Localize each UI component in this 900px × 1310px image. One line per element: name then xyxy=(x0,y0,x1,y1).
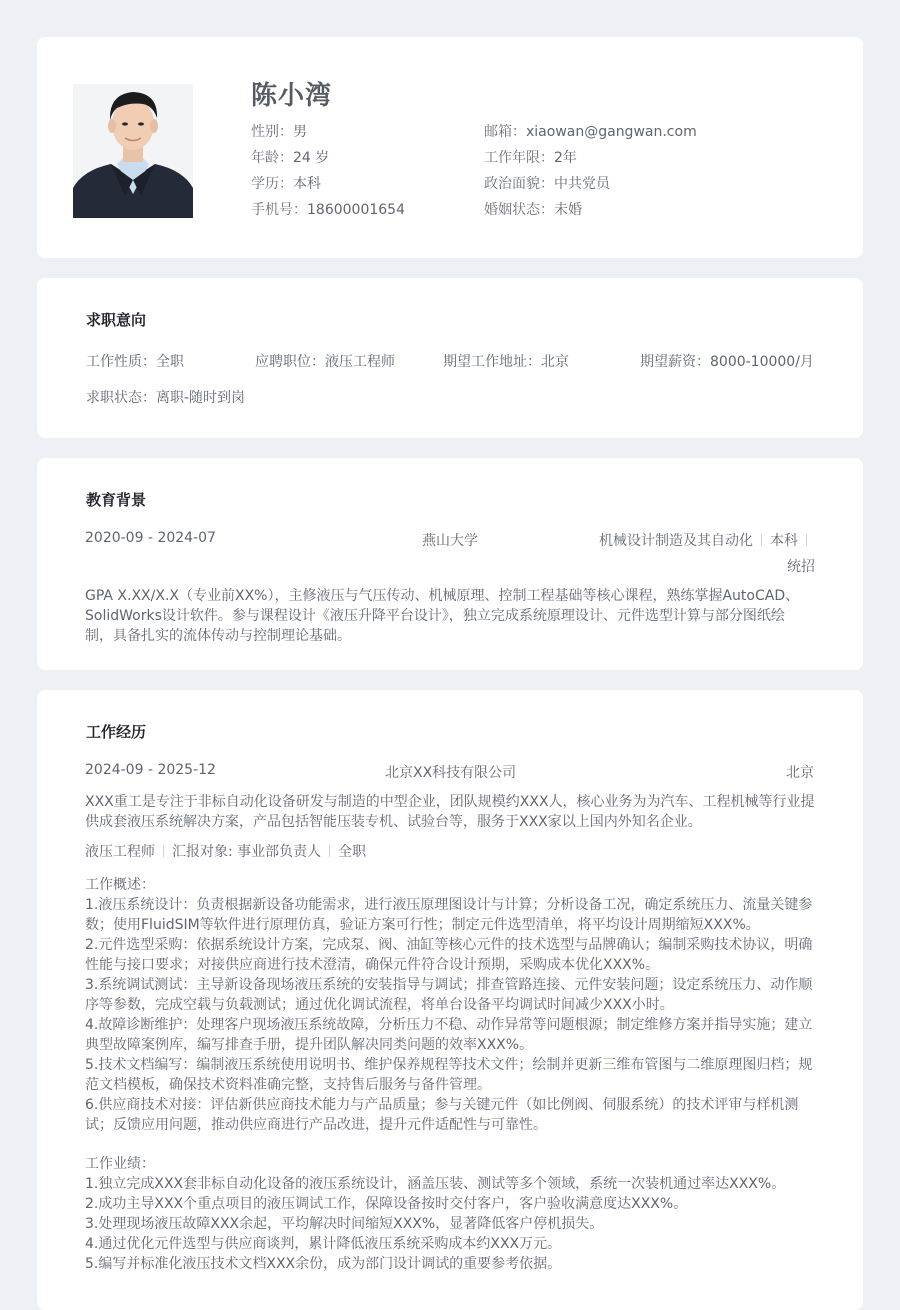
gender-value: 男 xyxy=(293,124,307,140)
achievement-line: 2.成功主导XXX个重点项目的液压调试工作，保障设备按时交付客户，客户验收满意度达XXX%。 xyxy=(85,1196,688,1212)
political-row xyxy=(484,173,610,193)
employment-type: 全职 xyxy=(338,844,367,860)
overview-line: 性能与接口要求；对接供应商进行技术澄清，确保元件符合设计预期，采购成本优化XXX%。 xyxy=(85,957,660,973)
education-period: 2020-09 - 2024-07 xyxy=(85,530,216,546)
salary-row xyxy=(640,351,814,371)
overview-line: 范文档模板，确保技术资料准确完整，支持售后服务与备件管理。 xyxy=(85,1077,491,1093)
intro-line: XXX重工是专注于非标自动化设备研发与制造的中型企业，团队规模约XXX人，核心业务为为汽车、工程机械等行业提 xyxy=(85,794,815,810)
position-value: 液压工程师 xyxy=(325,354,395,370)
overview-line: 典型故障案例库，编写排查手册，提升团队解决同类问题的效率XXX%。 xyxy=(85,1037,534,1053)
work-experience-card xyxy=(37,690,863,1310)
candidate-name: 陈小湾 xyxy=(251,81,333,111)
overview-line: 试；反馈应用问题，推动供应商进行产品改进，提升元件适配性与可靠性。 xyxy=(85,1117,547,1133)
position-row xyxy=(255,351,395,371)
person-photo-icon xyxy=(73,84,193,218)
section-title: 教育背景 xyxy=(86,491,147,509)
marital-row xyxy=(484,199,582,219)
achievement-line: 4.通过优化元件选型与供应商谈判，累计降低液压系统采购成本约XXX万元。 xyxy=(85,1236,562,1252)
email-row xyxy=(484,121,697,141)
job-type-label: 工作性质： xyxy=(86,354,156,370)
degree: 本科 xyxy=(770,533,798,549)
education-description xyxy=(85,586,825,646)
years-value: 2年 xyxy=(554,150,577,166)
email-label: 邮箱： xyxy=(484,124,526,140)
location-label: 期望工作地址： xyxy=(443,354,541,370)
divider xyxy=(329,845,330,857)
work-achievements xyxy=(85,1154,825,1274)
intro-line: 供成套液压系统解决方案，产品包括智能压装专机、试验台等，服务于XXX家以上国内外知名企业。 xyxy=(85,814,702,830)
description-line: SolidWorks设计软件。参与课程设计《液压升降平台设计》，独立完成系统原理设计、元件选型计算与部分图纸绘 xyxy=(85,608,785,624)
position-label: 应聘职位： xyxy=(255,354,325,370)
report-to: 汇报对象: 事业部负责人 xyxy=(172,844,322,860)
marital-label: 婚姻状态： xyxy=(484,202,554,218)
section-title: 求职意向 xyxy=(86,311,147,329)
overview-line: 6.供应商技术对接：评估新供应商技术能力与产品质量；参与关键元件（如比例阀、伺服系统）的技术评审与样机测 xyxy=(85,1097,799,1113)
achievement-title: 工作业绩： xyxy=(85,1156,155,1172)
profile-card xyxy=(37,37,863,258)
description-line: GPA X.XX/X.X（专业前XX%），主修液压与气压传动、机械原理、控制工程基础等核心课程，熟练掌握AutoCAD、 xyxy=(85,588,800,604)
company-name: 北京XX科技有限公司 xyxy=(385,765,517,781)
divider xyxy=(761,534,762,546)
age-value: 24 岁 xyxy=(293,150,330,166)
location-row xyxy=(443,351,569,371)
achievement-line: 1.独立完成XXX套非标自动化设备的液压系统设计，涵盖压装、测试等多个领域，系统一次装机通过率达XXX%。 xyxy=(85,1176,786,1192)
education-label: 学历： xyxy=(251,176,293,192)
study-mode: 统招 xyxy=(787,559,815,575)
major-degree xyxy=(599,530,815,550)
years-label: 工作年限： xyxy=(484,150,554,166)
education-row xyxy=(251,173,321,193)
divider xyxy=(806,534,807,546)
salary-label: 期望薪资： xyxy=(640,354,710,370)
phone-label: 手机号： xyxy=(251,202,307,218)
marital-value: 未婚 xyxy=(554,202,582,218)
gender-label: 性别： xyxy=(251,124,293,140)
political-label: 政治面貌： xyxy=(484,176,554,192)
major: 机械设计制造及其自动化 xyxy=(599,533,753,549)
email-value: xiaowan@gangwan.com xyxy=(526,124,697,140)
overview-line: 数；使用FluidSIM等软件进行原理仿真，验证方案可行性；制定元件选型清单，将平均设计周期缩短XXX%。 xyxy=(85,917,760,933)
section-title: 工作经历 xyxy=(86,723,147,741)
overview-line: 4.故障诊断维护：处理客户现场液压系统故障，分析压力不稳、动作异常等问题根源；制定维修方案并指导实施；建立 xyxy=(85,1017,813,1033)
divider xyxy=(163,845,164,857)
phone-value: 18600001654 xyxy=(307,202,405,218)
company-intro xyxy=(85,792,825,832)
education-card xyxy=(37,458,863,670)
overview-title: 工作概述： xyxy=(85,877,155,893)
phone-row xyxy=(251,199,405,219)
job-type-row xyxy=(86,351,184,371)
overview-line: 3.系统调试测试：主导新设备现场液压系统的安装指导与调试；排查管路连接、元件安装问题；设定系统压力、动作顺 xyxy=(85,977,813,993)
age-row xyxy=(251,147,329,167)
years-row xyxy=(484,147,577,167)
political-value: 中共党员 xyxy=(554,176,610,192)
role-meta xyxy=(85,841,366,861)
avatar xyxy=(73,84,193,218)
work-city: 北京 xyxy=(786,765,814,781)
status-value: 离职-随时到岗 xyxy=(156,390,246,406)
achievement-line: 5.编写并标准化液压技术文档XXX余份，成为部门设计调试的重要参考依据。 xyxy=(85,1256,562,1272)
achievement-line: 3.处理现场液压故障XXX余起，平均解决时间缩短XXX%，显著降低客户停机损失。 xyxy=(85,1216,604,1232)
overview-line: 2.元件选型采购：依据系统设计方案，完成泵、阀、油缸等核心元件的技术选型与品牌确认；编制采购技术协议，明确 xyxy=(85,937,813,953)
education-value: 本科 xyxy=(293,176,321,192)
job-intent-card xyxy=(37,278,863,438)
status-row xyxy=(86,387,245,407)
job-type-value: 全职 xyxy=(156,354,184,370)
overview-line: 1.液压系统设计：负责根据新设备功能需求，进行液压原理图设计与计算；分析设备工况，确定系统压力、流量关键参 xyxy=(85,897,813,913)
status-label: 求职状态： xyxy=(86,390,156,406)
location-value: 北京 xyxy=(541,354,569,370)
work-overview xyxy=(85,875,825,1135)
age-label: 年龄： xyxy=(251,150,293,166)
description-line: 制，具备扎实的流体传动与控制理论基础。 xyxy=(85,628,351,644)
role: 液压工程师 xyxy=(85,844,155,860)
overview-line: 5.技术文档编写：编制液压系统使用说明书、维护保养规程等技术文件；绘制并更新三维布管图与二维原理图归档；规 xyxy=(85,1057,813,1073)
gender-row xyxy=(251,121,307,141)
salary-value: 8000-10000/月 xyxy=(710,354,814,370)
school-name: 燕山大学 xyxy=(422,533,478,549)
work-period: 2024-09 - 2025-12 xyxy=(85,762,216,778)
overview-line: 序等参数，完成空载与负载测试；通过优化调试流程，将单台设备平均调试时间减少XXX小时。 xyxy=(85,997,674,1013)
